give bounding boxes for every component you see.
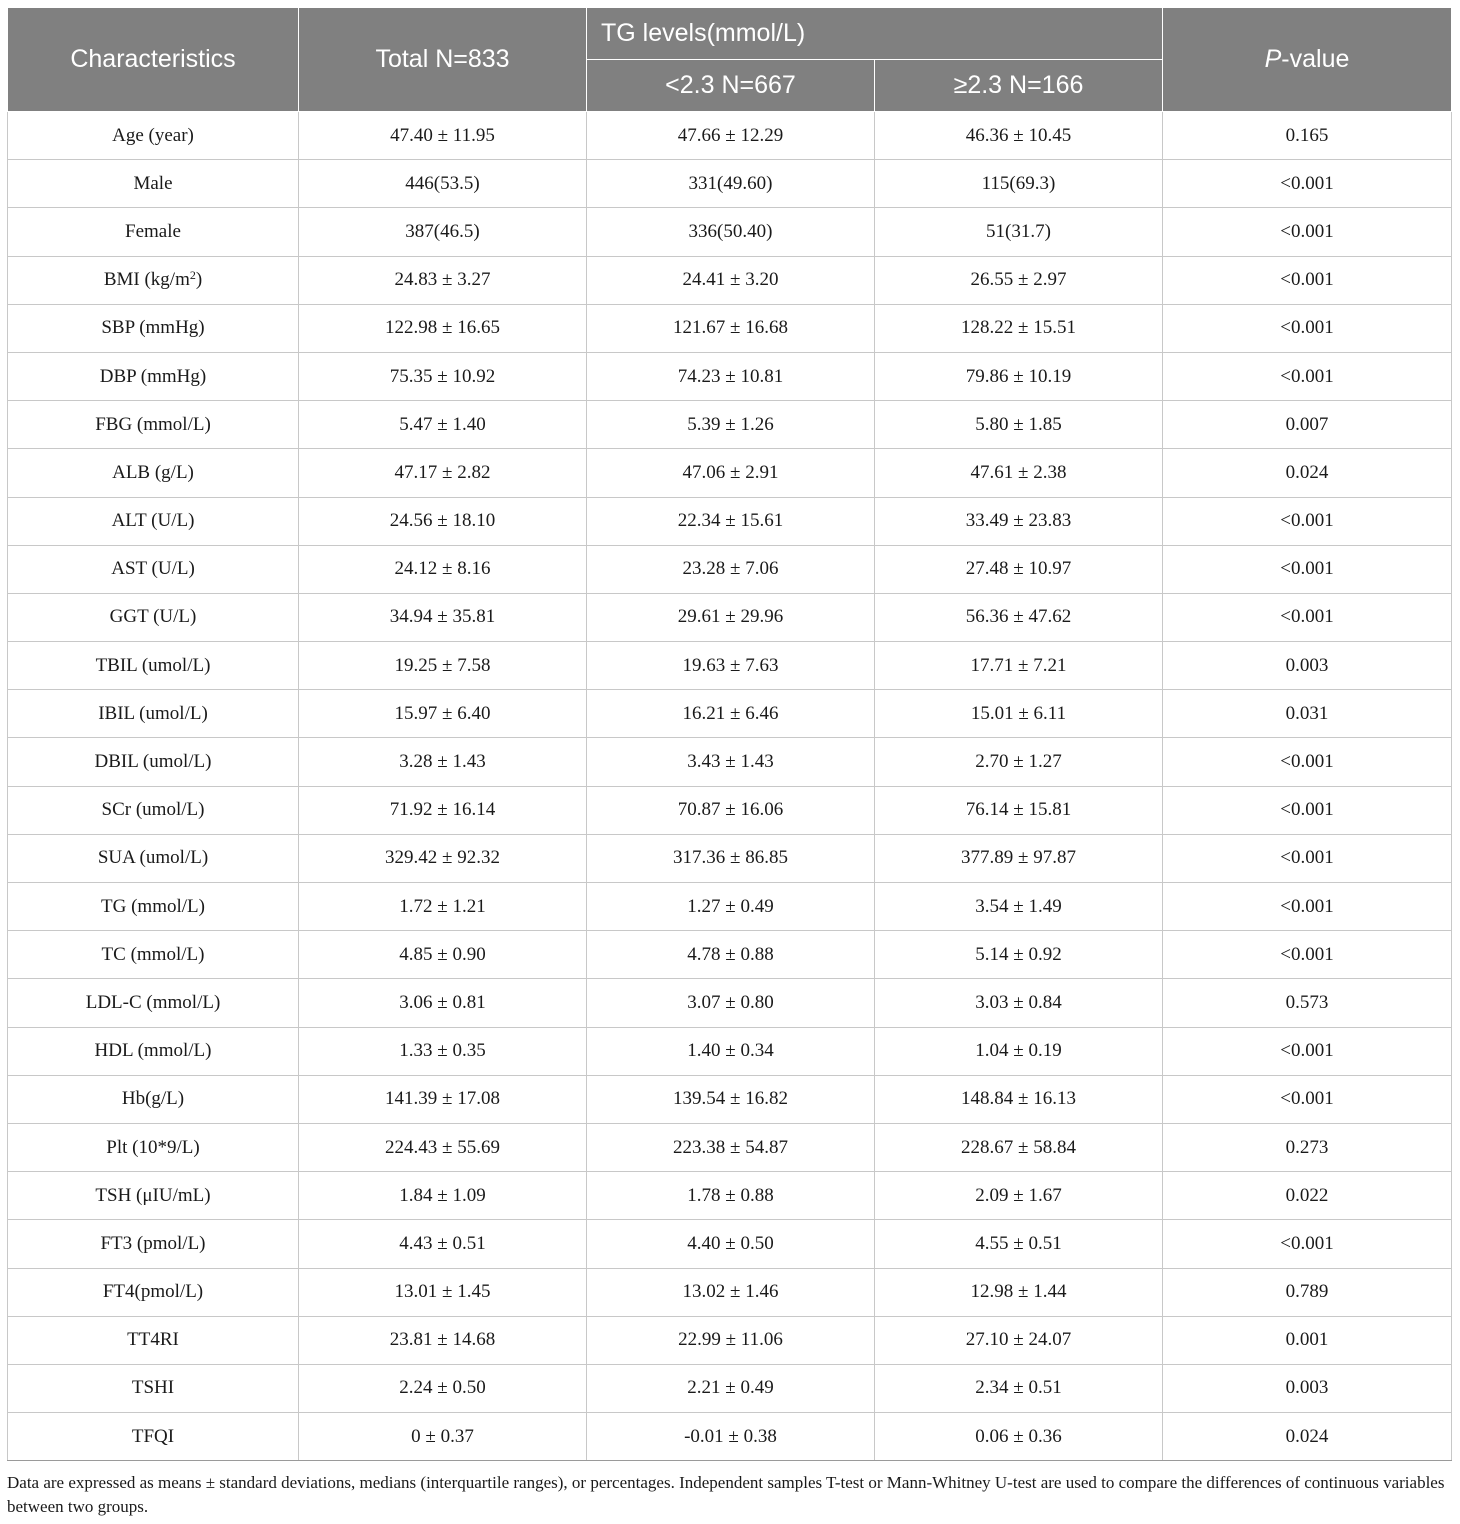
row-label <box>8 738 299 786</box>
p-value-cell: <0.001 <box>1163 545 1452 593</box>
tg-high-cell: 2.09 ± 1.67 <box>875 1172 1163 1220</box>
row-label <box>8 1364 299 1412</box>
row-label <box>8 1075 299 1123</box>
table-header <box>8 8 1452 112</box>
p-value-cell: 0.022 <box>1163 1172 1452 1220</box>
p-value-cell: <0.001 <box>1163 834 1452 882</box>
row-label-text: DBP (mmHg) <box>99 365 207 387</box>
tg-high-cell: 76.14 ± 15.81 <box>875 786 1163 834</box>
tg-high-cell: 3.03 ± 0.84 <box>875 979 1163 1027</box>
row-label <box>8 931 299 979</box>
tg-high-cell: 3.54 ± 1.49 <box>875 883 1163 931</box>
tg-low-cell: 5.39 ± 1.26 <box>587 401 875 449</box>
row-label-text: AST (U/L) <box>111 558 195 580</box>
tg-high-cell: 27.48 ± 10.97 <box>875 545 1163 593</box>
table-row <box>8 352 1452 400</box>
p-value-cell: <0.001 <box>1163 304 1452 352</box>
tg-low-cell: 19.63 ± 7.63 <box>587 642 875 690</box>
p-value-cell: <0.001 <box>1163 208 1452 256</box>
p-value-cell: <0.001 <box>1163 1220 1452 1268</box>
row-label <box>8 208 299 256</box>
table-row <box>8 883 1452 931</box>
table-row <box>8 256 1452 304</box>
row-label-text: ALB (g/L) <box>112 461 194 483</box>
total-cell: 4.43 ± 0.51 <box>299 1220 587 1268</box>
tg-low-cell: 223.38 ± 54.87 <box>587 1123 875 1171</box>
p-value-cell: <0.001 <box>1163 1075 1452 1123</box>
row-label <box>8 112 299 160</box>
row-label-text: SUA (umol/L) <box>97 847 209 869</box>
tg-high-cell: 5.14 ± 0.92 <box>875 931 1163 979</box>
row-label-text: Hb(g/L) <box>121 1088 185 1110</box>
total-cell: 75.35 ± 10.92 <box>299 352 587 400</box>
table-row <box>8 1413 1452 1461</box>
total-cell: 0 ± 0.37 <box>299 1413 587 1461</box>
p-value-cell: <0.001 <box>1163 352 1452 400</box>
total-cell: 329.42 ± 92.32 <box>299 834 587 882</box>
tg-high-cell: 228.67 ± 58.84 <box>875 1123 1163 1171</box>
tg-high-cell: 115(69.3) <box>875 160 1163 208</box>
total-cell: 47.40 ± 11.95 <box>299 112 587 160</box>
p-value-cell: <0.001 <box>1163 738 1452 786</box>
p-value-cell: 0.024 <box>1163 449 1452 497</box>
total-cell: 24.83 ± 3.27 <box>299 256 587 304</box>
header-p-italic: P <box>1264 45 1282 73</box>
total-cell: 224.43 ± 55.69 <box>299 1123 587 1171</box>
table-row <box>8 1316 1452 1364</box>
table-row <box>8 931 1452 979</box>
tg-low-cell: 70.87 ± 16.06 <box>587 786 875 834</box>
total-cell: 3.28 ± 1.43 <box>299 738 587 786</box>
table-body <box>8 112 1452 1461</box>
row-label <box>8 593 299 641</box>
tg-low-cell: 1.78 ± 0.88 <box>587 1172 875 1220</box>
row-label <box>8 497 299 545</box>
tg-low-cell: 3.43 ± 1.43 <box>587 738 875 786</box>
tg-low-cell: 4.78 ± 0.88 <box>587 931 875 979</box>
tg-high-cell: 26.55 ± 2.97 <box>875 256 1163 304</box>
p-value-cell: <0.001 <box>1163 883 1452 931</box>
tg-low-cell: 22.34 ± 15.61 <box>587 497 875 545</box>
tg-low-cell: 1.27 ± 0.49 <box>587 883 875 931</box>
table-row <box>8 1220 1452 1268</box>
row-label <box>8 256 299 304</box>
row-label <box>8 1123 299 1171</box>
header-tg-high-label: 2.3 N=166 <box>967 71 1084 99</box>
p-value-cell: 0.789 <box>1163 1268 1452 1316</box>
tg-low-cell: 2.21 ± 0.49 <box>587 1364 875 1412</box>
table-row <box>8 834 1452 882</box>
tg-high-cell: 128.22 ± 15.51 <box>875 304 1163 352</box>
row-label-text: FBG (mmol/L) <box>95 413 211 435</box>
tg-low-cell: 13.02 ± 1.46 <box>587 1268 875 1316</box>
tg-high-cell: 79.86 ± 10.19 <box>875 352 1163 400</box>
total-cell: 1.72 ± 1.21 <box>299 883 587 931</box>
total-cell: 71.92 ± 16.14 <box>299 786 587 834</box>
tg-low-cell: 16.21 ± 6.46 <box>587 690 875 738</box>
table-row <box>8 979 1452 1027</box>
row-label-text: Plt (10*9/L) <box>106 1136 200 1158</box>
tg-low-cell: 4.40 ± 0.50 <box>587 1220 875 1268</box>
row-label-text: HDL (mmol/L) <box>94 1040 212 1062</box>
tg-low-cell: 23.28 ± 7.06 <box>587 545 875 593</box>
table-row <box>8 642 1452 690</box>
row-label <box>8 979 299 1027</box>
row-label <box>8 786 299 834</box>
row-label-text: TSHI <box>131 1377 175 1399</box>
row-label-text: TG (mmol/L) <box>101 895 205 917</box>
row-label-superscript: 2 <box>189 268 196 283</box>
row-label-text: Male <box>133 172 173 194</box>
tg-high-cell: 4.55 ± 0.51 <box>875 1220 1163 1268</box>
row-label <box>8 1413 299 1461</box>
p-value-cell: <0.001 <box>1163 593 1452 641</box>
row-label-text: TC (mmol/L) <box>101 943 205 965</box>
tg-high-cell: 377.89 ± 97.87 <box>875 834 1163 882</box>
total-cell: 3.06 ± 0.81 <box>299 979 587 1027</box>
p-value-cell: 0.003 <box>1163 1364 1452 1412</box>
row-label <box>8 1316 299 1364</box>
table-row <box>8 738 1452 786</box>
table-row <box>8 160 1452 208</box>
row-label <box>8 401 299 449</box>
p-value-cell: 0.024 <box>1163 1413 1452 1461</box>
table-footnote: Data are expressed as means ± standard deviations, medians (interquartile ranges), or percentages. Independent samples T-test or Mann-Whitney U-test are used to compare the differences of continuous variables between two groups. <box>7 1473 1445 1516</box>
tg-high-cell: 2.34 ± 0.51 <box>875 1364 1163 1412</box>
table-row <box>8 1364 1452 1412</box>
p-value-cell: <0.001 <box>1163 497 1452 545</box>
p-value-cell: 0.001 <box>1163 1316 1452 1364</box>
tg-low-cell: 74.23 ± 10.81 <box>587 352 875 400</box>
total-cell: 141.39 ± 17.08 <box>299 1075 587 1123</box>
header-tg-high-symbol: ≥ <box>953 71 968 99</box>
header-tg-high <box>875 60 1163 112</box>
row-label <box>8 690 299 738</box>
row-label <box>8 160 299 208</box>
row-label-text: DBIL (umol/L) <box>94 751 212 773</box>
p-value-cell: <0.001 <box>1163 1027 1452 1075</box>
row-label-text: TBIL (umol/L) <box>95 654 211 676</box>
table-row <box>8 401 1452 449</box>
total-cell: 387(46.5) <box>299 208 587 256</box>
table-row <box>8 545 1452 593</box>
tg-low-cell: 317.36 ± 86.85 <box>587 834 875 882</box>
tg-high-cell: 56.36 ± 47.62 <box>875 593 1163 641</box>
p-value-cell: 0.165 <box>1163 112 1452 160</box>
table-row <box>8 690 1452 738</box>
table-row <box>8 1268 1452 1316</box>
table-row <box>8 208 1452 256</box>
row-label <box>8 304 299 352</box>
tg-high-cell: 17.71 ± 7.21 <box>875 642 1163 690</box>
tg-high-cell: 51(31.7) <box>875 208 1163 256</box>
p-value-cell: 0.573 <box>1163 979 1452 1027</box>
row-label <box>8 642 299 690</box>
header-p-rest: -value <box>1281 45 1350 73</box>
tg-high-cell: 148.84 ± 16.13 <box>875 1075 1163 1123</box>
table-row <box>8 1172 1452 1220</box>
p-value-cell: 0.003 <box>1163 642 1452 690</box>
table-row <box>8 449 1452 497</box>
table-row <box>8 497 1452 545</box>
table-row <box>8 1027 1452 1075</box>
tg-low-cell: 121.67 ± 16.68 <box>587 304 875 352</box>
tg-low-cell: -0.01 ± 0.38 <box>587 1413 875 1461</box>
tg-low-cell: 1.40 ± 0.34 <box>587 1027 875 1075</box>
row-label-text: GGT (U/L) <box>109 606 197 628</box>
row-label <box>8 545 299 593</box>
table-row <box>8 1123 1452 1171</box>
characteristics-table <box>7 7 1452 1461</box>
p-value-cell: <0.001 <box>1163 931 1452 979</box>
header-p-value <box>1163 8 1452 112</box>
row-label <box>8 1172 299 1220</box>
tg-high-cell: 27.10 ± 24.07 <box>875 1316 1163 1364</box>
row-label-text: TFQI <box>131 1425 175 1447</box>
total-cell: 446(53.5) <box>299 160 587 208</box>
row-label-text: SCr (umol/L) <box>101 799 205 821</box>
row-label-text: TT4RI <box>127 1329 179 1351</box>
tg-high-cell: 15.01 ± 6.11 <box>875 690 1163 738</box>
total-cell: 24.56 ± 18.10 <box>299 497 587 545</box>
row-label-text: FT4(pmol/L) <box>102 1281 204 1303</box>
row-label-text: Female <box>125 220 181 242</box>
table-row <box>8 1075 1452 1123</box>
table-row <box>8 786 1452 834</box>
row-label-text: TSH (μIU/mL) <box>95 1184 211 1206</box>
tg-low-cell: 336(50.40) <box>587 208 875 256</box>
total-cell: 47.17 ± 2.82 <box>299 449 587 497</box>
total-cell: 1.84 ± 1.09 <box>299 1172 587 1220</box>
p-value-cell: <0.001 <box>1163 160 1452 208</box>
row-label <box>8 834 299 882</box>
header-total: Total N=833 <box>299 8 587 112</box>
row-label-text: SBP (mmHg) <box>101 317 205 339</box>
tg-high-cell: 0.06 ± 0.36 <box>875 1413 1163 1461</box>
table-row <box>8 304 1452 352</box>
row-label-tail: ) <box>195 269 203 291</box>
row-label-text: ALT (U/L) <box>111 510 195 532</box>
row-label-text: IBIL (umol/L) <box>98 702 208 724</box>
total-cell: 13.01 ± 1.45 <box>299 1268 587 1316</box>
header-tg-levels: TG levels(mmol/L) <box>587 8 1163 60</box>
tg-low-cell: 22.99 ± 11.06 <box>587 1316 875 1364</box>
row-label <box>8 449 299 497</box>
row-label <box>8 352 299 400</box>
total-cell: 1.33 ± 0.35 <box>299 1027 587 1075</box>
p-value-cell: 0.273 <box>1163 1123 1452 1171</box>
tg-low-cell: 331(49.60) <box>587 160 875 208</box>
row-label <box>8 1220 299 1268</box>
table-row <box>8 593 1452 641</box>
row-label-text: Age (year) <box>112 124 194 146</box>
total-cell: 19.25 ± 7.58 <box>299 642 587 690</box>
table-row <box>8 112 1452 160</box>
tg-high-cell: 12.98 ± 1.44 <box>875 1268 1163 1316</box>
p-value-cell: 0.007 <box>1163 401 1452 449</box>
p-value-cell: 0.031 <box>1163 690 1452 738</box>
header-characteristics: Characteristics <box>8 8 299 112</box>
tg-low-cell: 3.07 ± 0.80 <box>587 979 875 1027</box>
tg-low-cell: 47.66 ± 12.29 <box>587 112 875 160</box>
total-cell: 23.81 ± 14.68 <box>299 1316 587 1364</box>
p-value-cell: <0.001 <box>1163 256 1452 304</box>
row-label <box>8 1027 299 1075</box>
row-label-text: FT3 (pmol/L) <box>100 1232 206 1254</box>
header-tg-low: <2.3 N=667 <box>587 60 875 112</box>
total-cell: 5.47 ± 1.40 <box>299 401 587 449</box>
total-cell: 24.12 ± 8.16 <box>299 545 587 593</box>
tg-low-cell: 139.54 ± 16.82 <box>587 1075 875 1123</box>
total-cell: 34.94 ± 35.81 <box>299 593 587 641</box>
tg-high-cell: 46.36 ± 10.45 <box>875 112 1163 160</box>
row-label <box>8 1268 299 1316</box>
tg-high-cell: 5.80 ± 1.85 <box>875 401 1163 449</box>
total-cell: 2.24 ± 0.50 <box>299 1364 587 1412</box>
tg-high-cell: 2.70 ± 1.27 <box>875 738 1163 786</box>
row-label-text: LDL-C (mmol/L) <box>85 991 221 1013</box>
tg-low-cell: 29.61 ± 29.96 <box>587 593 875 641</box>
total-cell: 122.98 ± 16.65 <box>299 304 587 352</box>
tg-low-cell: 24.41 ± 3.20 <box>587 256 875 304</box>
tg-high-cell: 33.49 ± 23.83 <box>875 497 1163 545</box>
total-cell: 15.97 ± 6.40 <box>299 690 587 738</box>
total-cell: 4.85 ± 0.90 <box>299 931 587 979</box>
row-label <box>8 883 299 931</box>
tg-high-cell: 47.61 ± 2.38 <box>875 449 1163 497</box>
row-label-text: BMI (kg/m <box>103 269 190 291</box>
p-value-cell: <0.001 <box>1163 786 1452 834</box>
tg-high-cell: 1.04 ± 0.19 <box>875 1027 1163 1075</box>
data-table-container <box>7 7 1451 1461</box>
tg-low-cell: 47.06 ± 2.91 <box>587 449 875 497</box>
